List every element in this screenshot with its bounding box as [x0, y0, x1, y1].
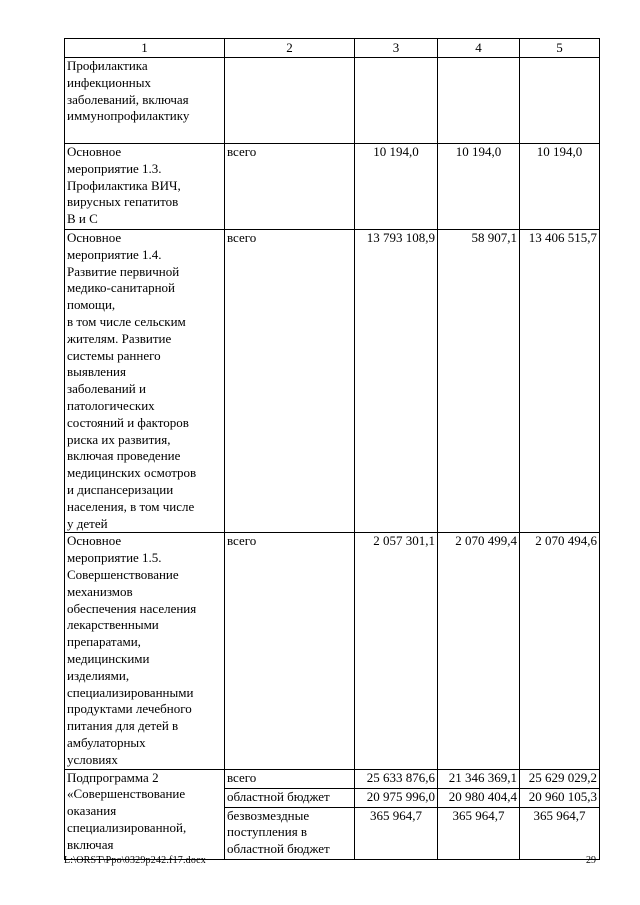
- program-name: Основное мероприятие 1.3. Профилактика ВИЧ, вирусных гепатитов В и С: [65, 144, 225, 230]
- column-number-row: [65, 39, 600, 58]
- page-number: 29: [586, 855, 596, 866]
- funding-source: всего: [225, 769, 355, 788]
- value-col-3: 365 964,7: [355, 807, 438, 859]
- column-number: 4: [438, 39, 520, 58]
- column-number: 5: [520, 39, 600, 58]
- value-col-4: 365 964,7: [438, 807, 520, 859]
- column-number: 3: [355, 39, 438, 58]
- value-col-5: 20 960 105,3: [520, 788, 600, 807]
- value-col-5: 25 629 029,2: [520, 769, 600, 788]
- value-col-3: [355, 58, 438, 144]
- value-col-4: 20 980 404,4: [438, 788, 520, 807]
- table-row: [65, 769, 600, 788]
- program-name: Основное мероприятие 1.5. Совершенствование механизмов обеспечения населения лекарственными препаратами, медицинскими изделиями, специализированными продуктами лечебного питания для детей в амбулаторных условиях: [65, 533, 225, 769]
- table-row: [65, 58, 600, 144]
- value-col-4: 21 346 369,1: [438, 769, 520, 788]
- value-col-3: 10 194,0: [355, 144, 438, 230]
- footer-file-path: L:\ORST\Ppo\0329p242.f17.docx: [64, 855, 206, 866]
- value-col-4: 58 907,1: [438, 230, 520, 533]
- table-row: [65, 230, 600, 533]
- value-col-4: 2 070 499,4: [438, 533, 520, 769]
- value-col-3: 20 975 996,0: [355, 788, 438, 807]
- program-name: Основное мероприятие 1.4. Развитие первичной медико-санитарной помощи, в том числе сельским жителям. Развитие системы раннего выявления заболеваний и патологических состояний и факторов риска их развития, включая проведение медицинских осмотров и диспансеризации населения, в том числе у детей: [65, 230, 225, 533]
- table-row: [65, 533, 600, 769]
- value-col-5: [520, 58, 600, 144]
- funding-source: областной бюджет: [225, 788, 355, 807]
- program-name: Подпрограмма 2 «Совершенствование оказания специализированной, включая: [65, 769, 225, 859]
- column-number: 2: [225, 39, 355, 58]
- funding-source: безвозмездные поступления в областной бюджет: [225, 807, 355, 859]
- value-col-5: 10 194,0: [520, 144, 600, 230]
- funding-source: всего: [225, 230, 355, 533]
- value-col-5: 2 070 494,6: [520, 533, 600, 769]
- program-name: Профилактика инфекционных заболеваний, включая иммунопрофилактику: [65, 58, 225, 144]
- value-col-5: 13 406 515,7: [520, 230, 600, 533]
- funding-source: всего: [225, 533, 355, 769]
- value-col-4: 10 194,0: [438, 144, 520, 230]
- value-col-4: [438, 58, 520, 144]
- value-col-5: 365 964,7: [520, 807, 600, 859]
- table-row: [65, 144, 600, 230]
- value-col-3: 13 793 108,9: [355, 230, 438, 533]
- value-col-3: 25 633 876,6: [355, 769, 438, 788]
- funding-source: [225, 58, 355, 144]
- column-number: 1: [65, 39, 225, 58]
- value-col-3: 2 057 301,1: [355, 533, 438, 769]
- funding-source: всего: [225, 144, 355, 230]
- budget-table: [64, 38, 600, 860]
